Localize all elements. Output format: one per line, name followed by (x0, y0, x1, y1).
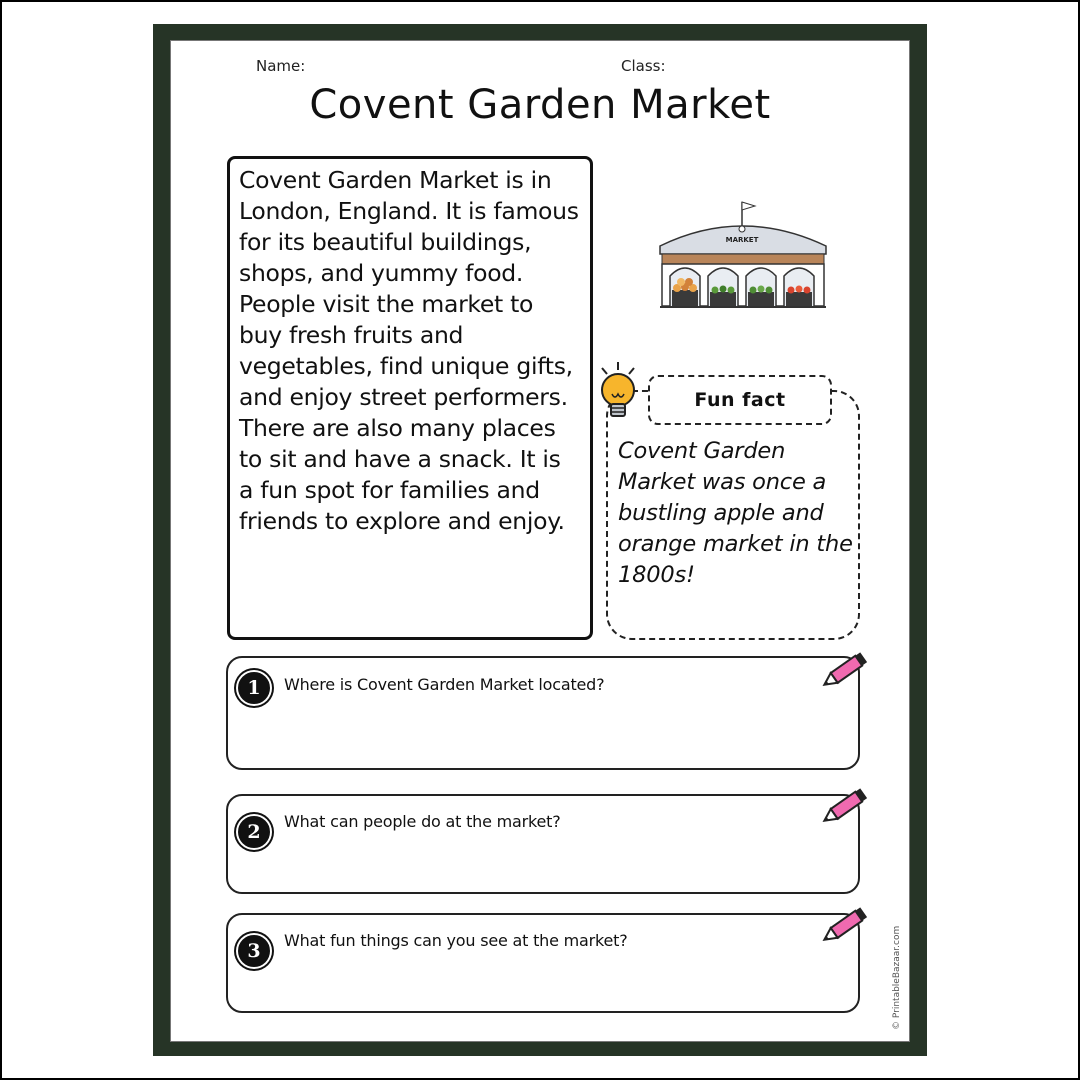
reading-passage-box (227, 156, 593, 640)
reading-passage-text: Covent Garden Market is in London, England. It is famous for its beautiful buildings, shops, and yummy food. People visit the market to buy fresh fruits and vegetables, find unique gifts, and enjoy street performers. There are also many places to sit and have a snack. It is a fun spot for families and friends to explore and enjoy. (239, 166, 579, 535)
fun-fact-text: Covent Garden Market was once a bustling apple and orange market in the 1800s! (618, 438, 853, 588)
page-title: Covent Garden Market (309, 82, 771, 128)
watermark: © PrintableBazaar.com (892, 925, 902, 1030)
question-2-text: What can people do at the market? (284, 812, 561, 831)
market-sign-text: MARKET (725, 236, 759, 244)
name-label: Name: (256, 57, 306, 75)
question-3-text: What fun things can you see at the market? (284, 931, 628, 950)
question-1-number: 1 (238, 672, 270, 704)
pencil-icon (818, 648, 870, 694)
pencil-icon (818, 903, 870, 949)
fun-fact-heading: Fun fact (648, 375, 832, 425)
question-3-answer-box[interactable] (226, 913, 860, 1013)
question-2-number: 2 (238, 816, 270, 848)
market-building-icon (658, 196, 828, 312)
question-3-number: 3 (238, 935, 270, 967)
question-2-answer-box[interactable] (226, 794, 860, 894)
lightbulb-icon (594, 360, 642, 424)
pencil-icon (818, 784, 870, 830)
question-1-text: Where is Covent Garden Market located? (284, 675, 605, 694)
class-label: Class: (621, 57, 666, 75)
question-1-answer-box[interactable] (226, 656, 860, 770)
